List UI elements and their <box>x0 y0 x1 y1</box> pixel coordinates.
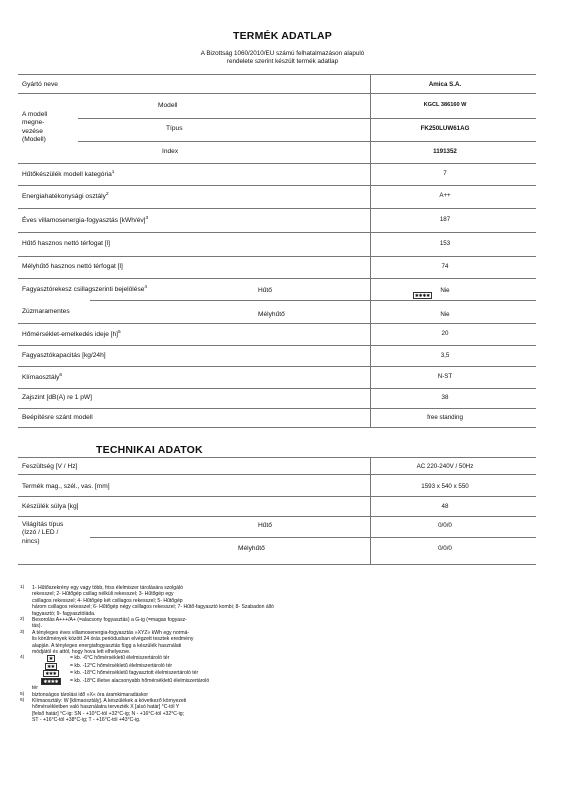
footnote-body <box>32 698 186 724</box>
footnote-number: 4) <box>20 655 25 661</box>
footnote-body <box>32 585 274 617</box>
nofrost-freezer-label: Mélyhűtő <box>258 311 285 318</box>
lighting-fridge-value: 0/0/0 <box>438 522 452 529</box>
footnote-4 <box>20 655 450 691</box>
star-legend-text: = kb. -12°C hőmérsékletű élelmiszertároló tér <box>70 662 173 669</box>
category-sup: 1 <box>111 170 115 175</box>
freezing-capacity-label: Fagyasztókapacitás [kg/24h] <box>22 352 106 359</box>
climate-class-value: N-ST <box>437 373 453 380</box>
lighting-freezer-label: Mélyhűtő <box>238 545 265 552</box>
footnote-line: A tényleges éves villamosenergia-fogyasztás »XYZ« kWh egy normá- <box>32 629 190 636</box>
climate-class-text: Klímaosztály <box>22 374 60 382</box>
subtitle-line-1: A Bizottság 1060/2010/EU számú felhatalmazáson alapuló <box>200 50 365 57</box>
type-label: Típus <box>166 125 183 132</box>
weight-label: Készülék súlya [kg] <box>22 503 79 510</box>
builtin-value: free standing <box>427 414 463 421</box>
star-legend-row <box>32 670 209 677</box>
star-rating-sup: 4 <box>144 285 148 290</box>
climate-class-label <box>22 373 62 381</box>
star-legend-text: = kb. -6°C hőmérsékletű élelmiszertároló tér <box>70 655 170 662</box>
temp-rise-value: 20 <box>441 330 449 337</box>
annual-energy-value: 187 <box>439 216 451 223</box>
dimensions-value: 1593 x 540 x 550 <box>421 483 469 490</box>
category-label <box>22 170 114 178</box>
star-legend-text: = kb. -18°C illetve alacsonyabb hőmérsékletű élelmiszertároló <box>70 677 210 684</box>
lighting-group-line: (Izzó / LED / <box>22 529 59 537</box>
energy-class-value: A++ <box>439 192 451 199</box>
star-legend-row <box>32 678 209 685</box>
annual-energy-text: Éves villamosenergia-fogyasztás [kWh/év] <box>22 217 146 225</box>
lighting-freezer-value: 0/0/0 <box>438 545 452 552</box>
nofrost-label: Zúzmaramentes <box>22 308 70 315</box>
footnote-line: lis körülmények között 24 órás periódusban elvégzett tesztek eredmény <box>32 636 194 643</box>
energy-class-sup: 2 <box>105 192 109 197</box>
footnote-line: alapján. A tényleges energiafogyasztás függ a készülék használati <box>32 642 182 649</box>
model-group-line: (Modell) <box>22 136 46 144</box>
lighting-group-line: Világítás típus <box>22 521 64 528</box>
temp-rise-text: Hőmérséklet-emelkedés ideje [h] <box>22 331 119 339</box>
annual-energy-label <box>22 216 148 224</box>
footnote-line: rekesszel; 2- Hűtőgép csillag nélküli rekesszel; 3- Hűtőgép egy <box>32 591 174 598</box>
manufacturer-value: Amica S.A. <box>428 81 462 88</box>
fridge-volume-value: 153 <box>439 240 451 247</box>
footnote-line: 1- Hűtőszekrény egy vagy több, friss élelmiszer tárolására szolgáló <box>32 585 183 591</box>
nofrost-fridge-value: Nie <box>440 287 450 294</box>
lighting-fridge-label: Hűtő <box>258 522 272 529</box>
energy-class-label <box>22 192 109 200</box>
builtin-label: Beépítésre szánt modell <box>22 414 93 421</box>
footnotes <box>20 585 450 724</box>
footnote-line: Klímaosztály: W [klímaosztály]. A készülékek a következő környezeti <box>32 697 187 704</box>
star-legend-text: = kb. -18°C hőmérsékletű fagyasztott élelmiszertároló tér <box>70 670 199 677</box>
temp-rise-label <box>22 330 121 338</box>
star-legend-row <box>32 663 209 670</box>
voltage-label: Feszültség [V / Hz] <box>22 463 78 470</box>
energy-class-text: Energiahatékonysági osztály <box>22 193 106 201</box>
model-group-line: megne- <box>22 119 45 127</box>
star-rating-text: Fagyasztórekesz csillagszerinti bejelölése <box>22 286 145 294</box>
voltage-value: AC 220-240V / 50Hz <box>416 463 474 470</box>
model-group-line: A modell <box>22 111 48 118</box>
footnote-number: 6) <box>20 697 25 703</box>
sheet-title: TERMÉK ADATLAP <box>232 30 333 42</box>
footnote-number: 5) <box>20 691 25 697</box>
footnote-line: fagyasztó; 9- fagyasztóláda. <box>32 610 96 617</box>
freezing-capacity-value: 3,5 <box>440 352 450 359</box>
model-value: KGCL 386160 W <box>423 102 467 108</box>
nofrost-freezer-value: Nie <box>440 311 450 318</box>
footnote-3 <box>20 630 450 656</box>
model-label: Modell <box>158 102 178 109</box>
footnote-line: ST - +16°C-tól +38°C-ig; T - +16°C-tól +43°C-ig. <box>32 717 141 724</box>
star-legend-row <box>32 655 209 662</box>
footnote-body <box>32 655 209 691</box>
freezer-volume-label: Mélyhűtő hasznos nettó térfogat [l] <box>22 263 123 270</box>
footnote-number: 1) <box>20 585 25 590</box>
type-value: FK250LUW61AG <box>420 125 470 132</box>
fridge-volume-label: Hűtő hasznos nettó térfogat [l] <box>22 240 110 247</box>
footnote-line: tás). <box>32 623 42 630</box>
star-rating-label <box>22 285 147 293</box>
footnote-line: hőmérsékletben való használatra tervezték X [alsó határ] °C-tól Y <box>32 704 180 711</box>
subtitle-line-2: rendelete szerint készült termék adatlap <box>226 58 339 65</box>
footnote-body <box>32 630 193 656</box>
technical-title: TECHNIKAI ADATOK <box>96 444 203 456</box>
one-star-icon: ✱ <box>49 656 53 662</box>
star-legend-tail: tér <box>32 685 38 692</box>
weight-value: 48 <box>441 503 449 510</box>
lighting-group-label <box>22 521 63 546</box>
model-group-label <box>22 111 47 145</box>
footnote-number: 3) <box>20 629 25 635</box>
footnote-body <box>32 617 187 630</box>
lighting-group-line: nincs) <box>22 537 40 545</box>
four-star-icon: ✱✱✱✱ <box>415 293 431 298</box>
temp-rise-sup: 5 <box>118 330 121 335</box>
footnote-line: biztonságos tárolási idő »X« óra áramkimaradáskor <box>32 691 149 698</box>
footnote-1 <box>20 585 450 617</box>
noise-value: 38 <box>441 394 449 401</box>
four-star-icon: ✱✱✱✱ <box>43 678 59 684</box>
two-star-icon: ✱✱ <box>47 663 55 669</box>
sheet-subtitle <box>0 50 565 66</box>
model-group-line: vezése <box>22 127 43 135</box>
dimensions-label: Termék mag., szél., vas. [mm] <box>22 483 110 490</box>
footnote-line: módjától és attól, hogy hova lett elhelyezve. <box>32 649 131 656</box>
footnote-line: [felső határ] °C-ig: SN - +10°C-tól +32°C-ig; N - +16°C-tól +32°C-ig; <box>32 710 185 717</box>
footnote-6 <box>20 698 450 724</box>
category-value: 7 <box>443 170 447 177</box>
climate-class-sup: 6 <box>59 373 63 378</box>
three-star-icon: ✱✱✱ <box>45 671 57 677</box>
footnote-line: Besorolás A+++/A+ (=alacsony fogyasztás) a G-ig (=magas fogyasz- <box>32 617 187 624</box>
footnote-2 <box>20 617 450 630</box>
index-label: Index <box>162 148 179 155</box>
index-value: 1191352 <box>433 148 457 155</box>
noise-label: Zajszint [dB(A) re 1 pW] <box>22 394 92 401</box>
manufacturer-label: Gyártó neve <box>22 81 58 88</box>
footnote-number: 2) <box>20 617 25 623</box>
annual-energy-sup: 3 <box>145 216 149 221</box>
freezer-volume-value: 74 <box>441 263 449 270</box>
footnote-line: csillagos rekesszel; 4- Hűtőgép két csillagos rekesszel; 5- Hűtőgép <box>32 597 183 604</box>
category-text: Hűtőkészülék modell kategória <box>22 171 112 179</box>
nofrost-fridge-label: Hűtő <box>258 287 272 294</box>
footnote-line: három csillagos rekesszel; 6- Hűtőgép négy csillagos rekesszel; 7- Hűtő-fagyasztó kombi; 8- Szabadon álló <box>32 604 274 611</box>
